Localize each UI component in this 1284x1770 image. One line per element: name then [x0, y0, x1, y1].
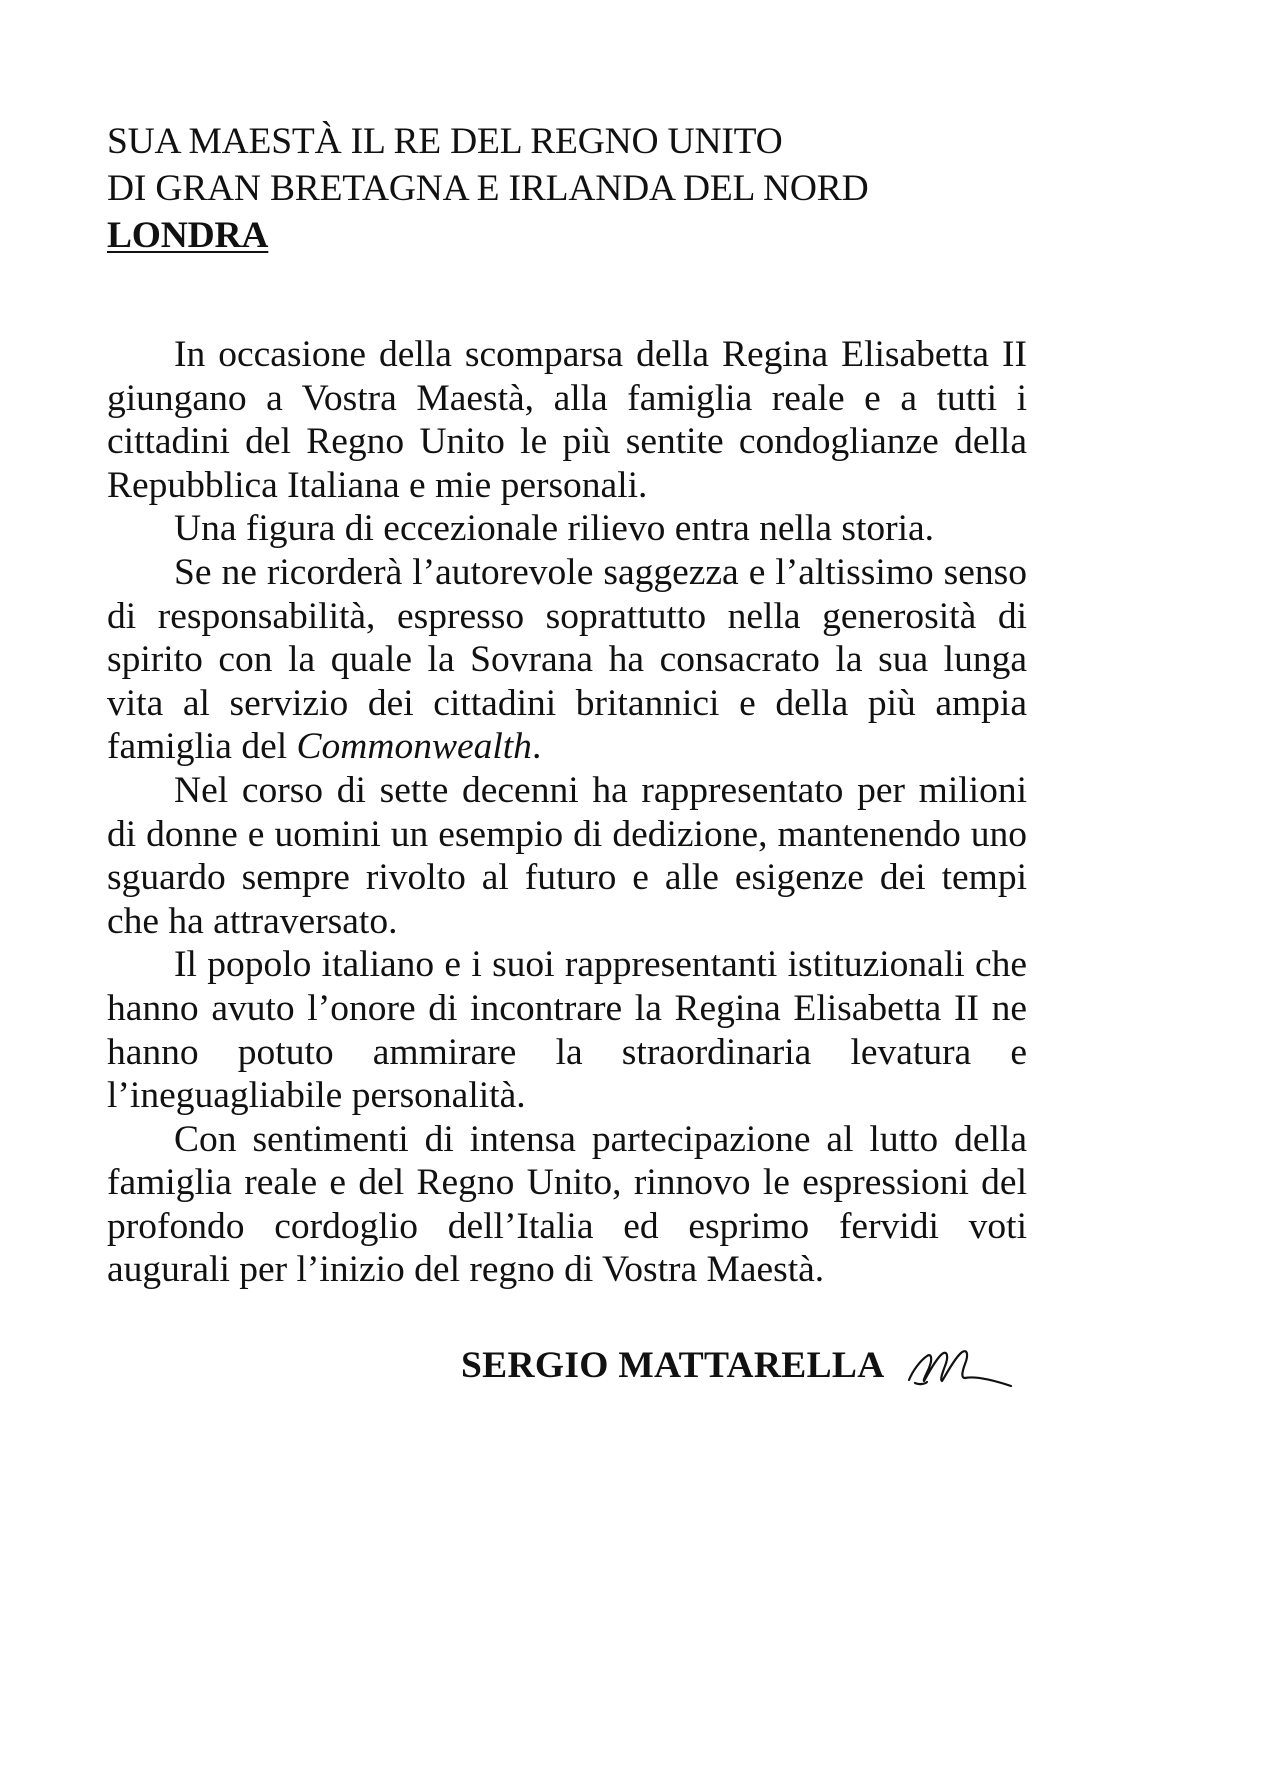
recipient-line-2: DI GRAN BRETAGNA E IRLANDA DEL NORD — [107, 168, 869, 209]
signature-block — [461, 1330, 1015, 1400]
recipient-line-1: SUA MAESTÀ IL RE DEL REGNO UNITO — [107, 121, 783, 162]
paragraph-5: Il popolo italiano e i suoi rappresentanti istituzionali che hanno avuto l’onore di incontrare la Regina Elisabetta II ne hanno potuto ammirare la straordinaria levatura e l’ineguagliabile personalità. — [107, 944, 1027, 1117]
paragraph-3 — [107, 551, 1027, 769]
paragraph-3-text: Se ne ricorderà l’autorevole saggezza e l’altissimo senso di responsabilità, espresso soprattutto nella generosità di spirito con la quale la Sovrana ha consacrato la sua lunga vita al servizio dei cittadini britannici e della più ampia famiglia del — [107, 551, 1027, 768]
letter-body — [107, 333, 1027, 1292]
handwritten-m-signature-icon — [905, 1340, 1015, 1390]
paragraph-2: Una figura di eccezionale rilievo entra nella storia. — [174, 508, 935, 550]
recipient-city: LONDRA — [107, 215, 269, 256]
paragraph-3-end: . — [531, 726, 542, 768]
recipient-address — [107, 118, 1027, 259]
paragraph-3-italic: Commonwealth — [296, 726, 532, 768]
paragraph-6: Con sentimenti di intensa partecipazione al lutto della famiglia reale e del Regno Unito, rinnovo le espressioni del profondo cordoglio dell’Italia ed esprimo fervidi voti augurali per l’inizio del regno di Vostra Maestà. — [107, 1118, 1027, 1291]
paragraph-4: Nel corso di sette decenni ha rappresentato per milioni di donne e uomini un esempio di dedizione, mantenendo uno sguardo sempre rivolto al futuro e alle esigenze dei tempi che ha attraversato. — [107, 769, 1027, 942]
signatory-name: SERGIO MATTARELLA — [461, 1344, 885, 1386]
paragraph-1: In occasione della scomparsa della Regina Elisabetta II giungano a Vostra Maestà, alla famiglia reale e a tutti i cittadini del Regno Unito le più sentite condoglianze della Repubblica Italiana e mie personali. — [107, 334, 1027, 506]
